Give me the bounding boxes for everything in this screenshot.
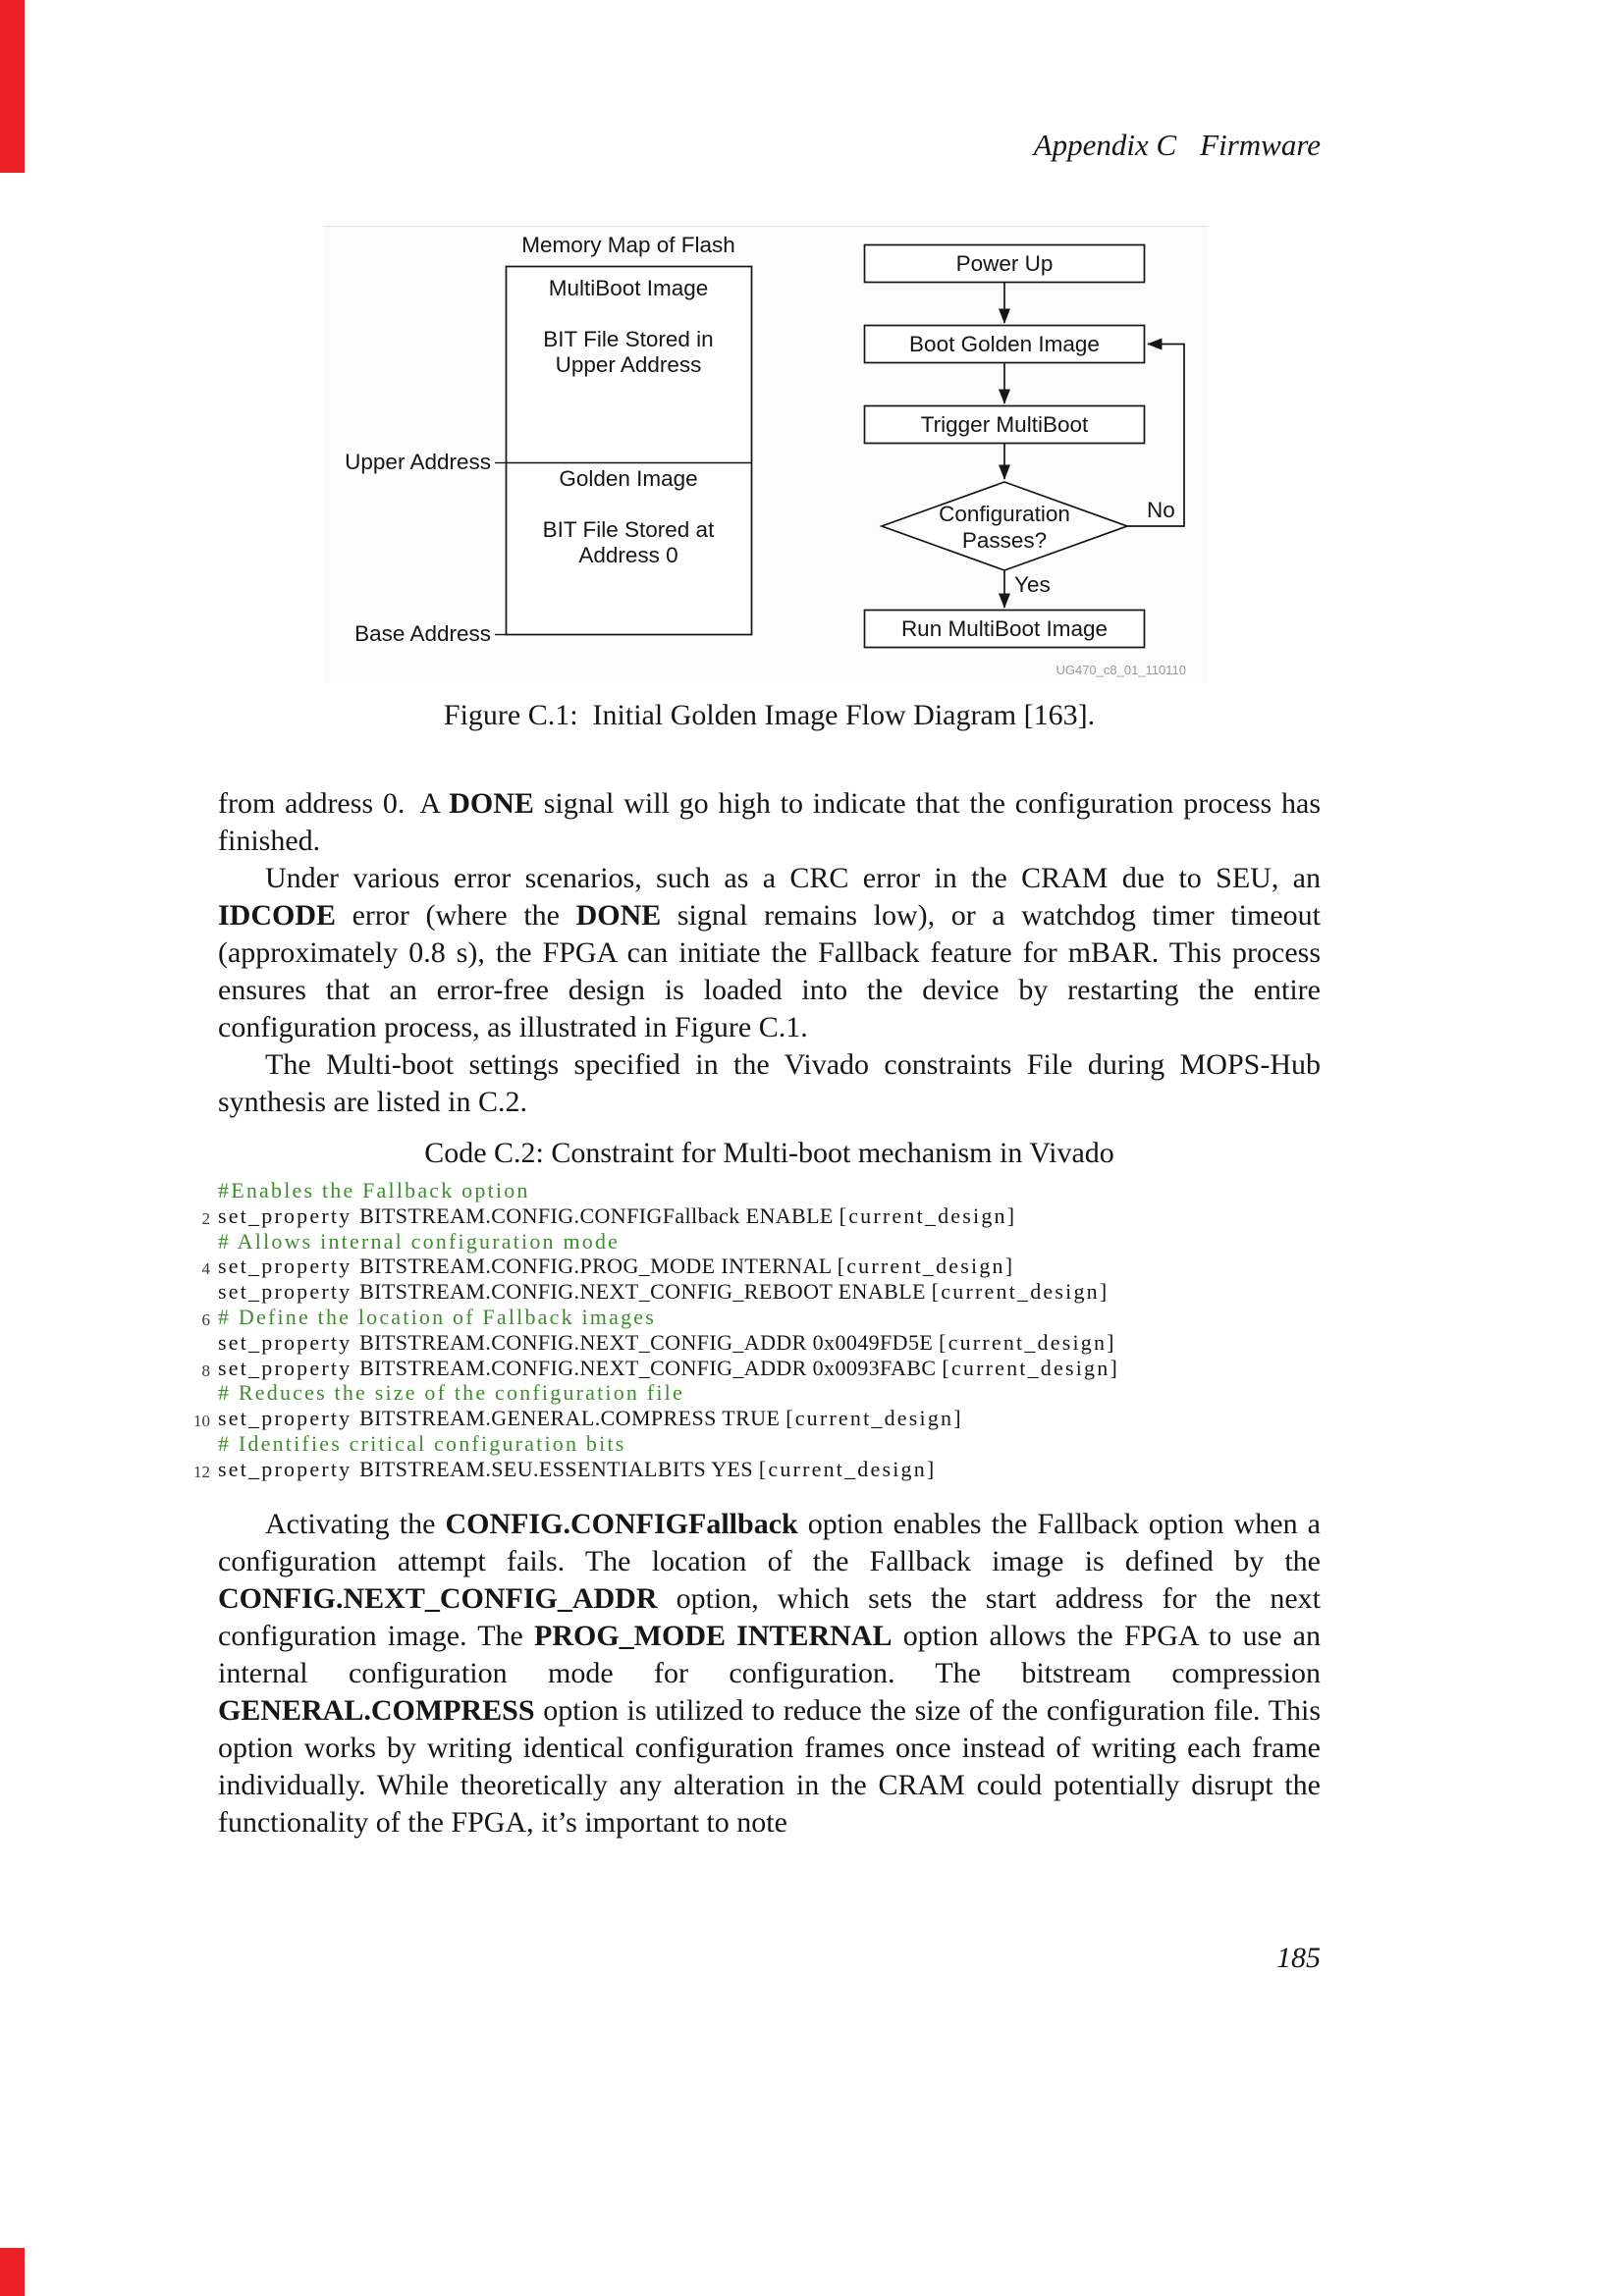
code-line: 10 set_property BITSTREAM.GENERAL.COMPRESS TRUE [current_design] (218, 1406, 1321, 1431)
code-line: 6 # Define the location of Fallback images (218, 1305, 1321, 1330)
code-line-number: 6 (201, 1309, 210, 1329)
code-listing (193, 1178, 1321, 1482)
header-appendix-label: Appendix C (1033, 128, 1177, 162)
memory-map-box (507, 267, 752, 635)
paragraph-3: The Multi-boot settings specified in the Vivado constraints File during MOPS-Hub synthesis are listed in C.2. (218, 1048, 1321, 1118)
no-label: No (1147, 498, 1175, 522)
multiboot-image-label: MultiBoot Image (548, 276, 709, 300)
power-up-label: Power Up (955, 251, 1054, 276)
code-line: set_property BITSTREAM.CONFIG.NEXT_CONFIG_REBOOT ENABLE [current_design] (218, 1279, 1110, 1305)
code-line-number: 4 (201, 1259, 210, 1279)
upper-address-label: Upper Address (345, 450, 491, 474)
page-content (193, 785, 1321, 1842)
golden-desc-line1: BIT File Stored at (542, 517, 715, 542)
decision-line2: Passes? (961, 528, 1048, 553)
code-line-number: 8 (201, 1361, 210, 1380)
page-number: 185 (1276, 1942, 1321, 1974)
code-line-number: 2 (201, 1208, 210, 1228)
code-line: # Allows internal configuration mode (218, 1228, 621, 1254)
code-line: # Reduces the size of the configuration file (218, 1380, 684, 1406)
code-line: 12 set_property BITSTREAM.SEU.ESSENTIALBITS YES [current_design] (218, 1457, 1321, 1482)
figure-watermark: UG470_c8_01_110110 (1056, 663, 1186, 677)
figure-diagram (324, 227, 1208, 683)
code-line: 2 set_property BITSTREAM.CONFIG.CONFIGFallback ENABLE [current_design] (218, 1203, 1321, 1229)
code-line-number: 12 (193, 1462, 210, 1481)
paragraph-1: from address 0. A DONE signal will go high to indicate that the configuration process has finished. (218, 787, 1321, 857)
code-caption: Code C.2: Constraint for Multi-boot mechanism in Vivado (424, 1137, 1114, 1169)
running-header (218, 128, 1321, 163)
boot-golden-label: Boot Golden Image (909, 332, 1100, 356)
multiboot-desc-line2: Upper Address (555, 352, 702, 377)
code-line: #Enables the Fallback option (218, 1178, 530, 1202)
code-line: 4 set_property BITSTREAM.CONFIG.PROG_MODE INTERNAL [current_design] (218, 1254, 1321, 1279)
trigger-multiboot-label: Trigger MultiBoot (920, 412, 1089, 437)
code-line: set_property BITSTREAM.CONFIG.NEXT_CONFIG_ADDR 0x0049FD5E [current_design] (218, 1329, 1116, 1355)
multiboot-desc-line1: BIT File Stored in (543, 327, 714, 351)
memory-map-title: Memory Map of Flash (521, 233, 735, 257)
yes-label: Yes (1014, 572, 1051, 597)
paragraph-4: Activating the CONFIG.CONFIGFallback option enables the Fallback option when a configuration attempt fails. The location of the Fallback image is defined by the CONFIG.NEXT_CONFIG_ADDR option, which sets the start address for the next configuration image. The PROG_MODE INTERNAL option allows the FPGA to use an internal configuration mode for configuration. The bitstream compression GENERAL.COMPRESS option is utilized to reduce the size of the configuration file. This option works by writing identical configuration frames once instead of writing each frame individually. While theoretically any alteration in the CRAM could potentially disrupt the functionality of the FPGA, it’s important to note (218, 1507, 1321, 1839)
figure-c1 (324, 226, 1208, 682)
configuration-passes-diamond (882, 482, 1127, 570)
run-multiboot-label: Run MultiBoot Image (900, 616, 1109, 641)
paragraph-2: Under various error scenarios, such as a CRC error in the CRAM due to SEU, an IDCODE error (where the DONE signal remains low), or a watchdog timer timeout (approximately 0.8 s), the FPGA can initiate the Fallback feature for mBAR. This process ensures that an error-free design is loaded into the device by restarting the entire configuration process, as illustrated in Figure C.1. (218, 862, 1321, 1043)
code-line: # Identifies critical configuration bits (218, 1430, 626, 1456)
golden-image-label: Golden Image (559, 466, 698, 491)
code-line: 8 set_property BITSTREAM.CONFIG.NEXT_CONFIG_ADDR 0x0093FABC [current_design] (218, 1356, 1321, 1381)
decision-line1: Configuration (939, 502, 1070, 526)
figure-caption: Figure C.1: Initial Golden Image Flow Diagram [163]. (443, 699, 1096, 731)
scan-artifact-bottom-left (0, 2248, 25, 2296)
base-address-label: Base Address (354, 621, 491, 646)
code-line-number: 10 (193, 1412, 210, 1431)
scan-artifact-top-left (0, 0, 25, 173)
header-chapter-title: Firmware (1200, 128, 1321, 162)
golden-desc-line2: Address 0 (578, 543, 678, 567)
